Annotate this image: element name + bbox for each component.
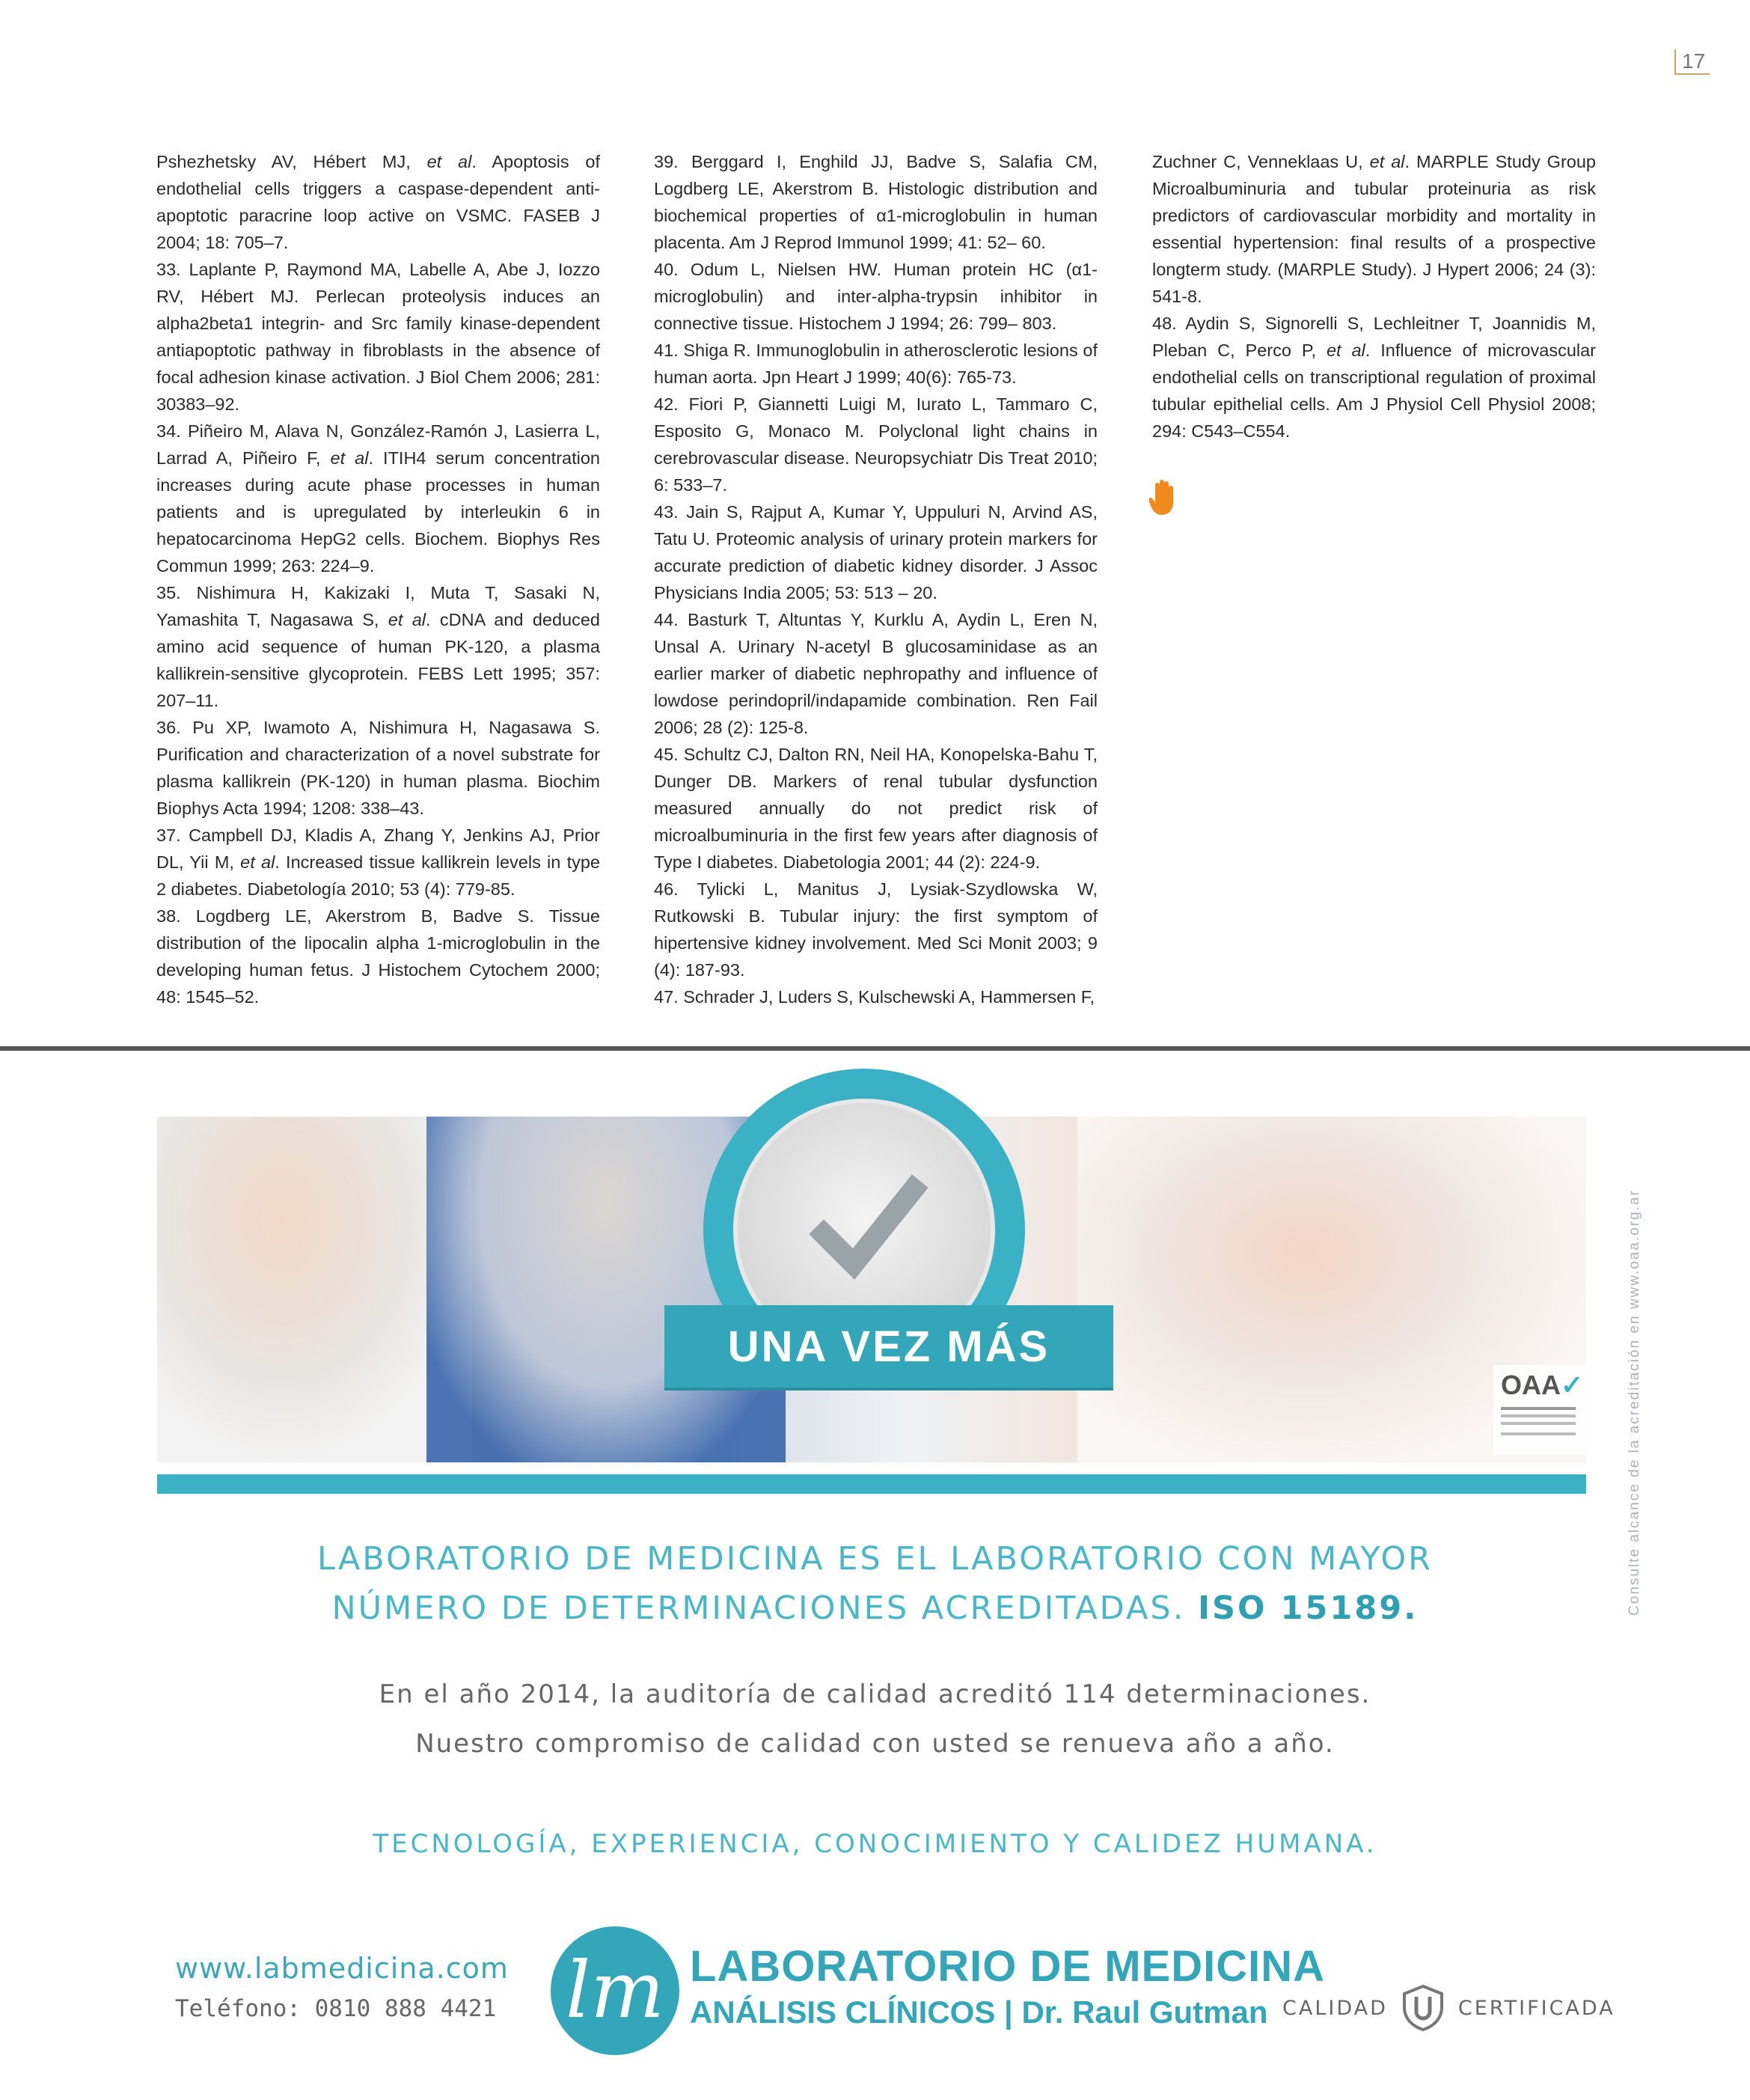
reference-column-3 [1152,148,1596,445]
tagline: TECNOLOGÍA, EXPERIENCIA, CONOCIMIENTO Y CALIDEZ HUMANA. [373,1829,1377,1859]
page-number: 17 [1674,49,1710,75]
lab-logo-icon: lm [551,1926,679,2055]
body-line-2: Nuestro compromiso de calidad con usted se renueva año a año. [415,1729,1335,1759]
iso-standard: ISO 15189. [1198,1590,1419,1627]
oaa-logo-text: OAA✓ [1501,1370,1584,1400]
reference-entry: 48. Aydin S, Signorelli S, Lechleitner T, Joannidis M, Pleban C, Perco P, et al. Influence of microvascular endothelial cells on transcriptional regulation of proximal tubular epithelial cells. Am J Physiol Cell Physiol 2008; 294: C543–C554. [1152,314,1597,441]
reference-entry: 44. Basturk T, Altuntas Y, Kurklu A, Aydin L, Eren N, Unsal A. Urinary N-acetyl B glucosaminidase as an earlier marker of diabetic nephropathy and influence of lowdose perindopril/indapamide combination. Ren Fail 2006; 28 (2): 125-8. [654,610,1098,737]
reference-list [0,148,1750,1009]
checkmark-icon [809,1167,928,1286]
reference-entry: 43. Jain S, Rajput A, Kumar Y, Uppuluri N, Arvind AS, Tatu U. Proteomic analysis of urinary protein markers for accurate prediction of diabetic kidney disorder. J Assoc Physicians India 2005; 53: 513 – 20. [654,502,1098,602]
brand-name: LABORATORIO DE MEDICINA [690,1942,1325,1991]
reference-entry: 36. Pu XP, Iwamoto A, Nishimura H, Nagasawa S. Purification and characterization of a novel substrate for plasma kallikrein (PK-120) in human plasma. Biochim Biophys Acta 1994; 1208: 338–43. [156,718,600,818]
advertisement [0,1051,1750,2100]
accreditation-side-note: Consulte alcance de la acreditación en www.oaa.org.ar [1627,1189,1642,1616]
reference-column-2 [654,148,1098,1010]
certification-shield-icon [1401,1985,1445,2031]
brand-block [690,1943,1325,2031]
reference-entry: 46. Tylicki L, Manitus J, Lysiak-Szydlowska W, Rutkowski B. Tubular injury: the first symptom of hipertensive kidney involvement. Med Sci Monit 2003; 9 (4): 187-93. [654,879,1098,980]
reference-entry: Pshezhetsky AV, Hébert MJ, et al. Apoptosis of endothelial cells triggers a caspase-dependent anti-apoptotic paracrine loop active on VSMC. FASEB J 2004; 18: 705–7. [156,152,601,252]
brand-subtitle: ANÁLISIS CLÍNICOS | Dr. Raul Gutman [690,1994,1268,2030]
oaa-fine-print [1501,1407,1576,1410]
headline-line-1: LABORATORIO DE MEDICINA ES EL LABORATORIO CON MAYOR [316,1540,1434,1578]
contact-info [175,1952,509,2022]
website-link[interactable]: www.labmedicina.com [175,1952,509,1985]
reference-entry: 41. Shiga R. Immunoglobulin in atherosclerotic lesions of human aorta. Jpn Heart J 1999; 40(6): 765-73. [654,341,1098,387]
reference-entry: Zuchner C, Venneklaas U, et al. MARPLE Study Group Microalbuminuria and tubular proteinuria as risk predictors of cardiovascular morbidity and mortality in essential hypertension: final results of a prospective longterm study. (MARPLE Study). J Hypert 2006; 24 (3): 541-8. [1152,152,1596,306]
phone-number: Teléfono: 0810 888 4421 [175,1995,497,2022]
headline-line-2: NÚMERO DE DETERMINACIONES ACREDITADAS. ISO 15189. [331,1590,1419,1627]
reference-entry: 42. Fiori P, Giannetti Luigi M, Iurato L, Tammaro C, Esposito G, Monaco M. Polyclonal light chains in cerebrovascular disease. Neuropsychiatr Dis Treat 2010; 6: 533–7. [654,394,1098,495]
body-line-1: En el año 2014, la auditoría de calidad acreditó 114 determinaciones. [379,1679,1371,1709]
hand-icon [1149,477,1179,516]
ribbon-text: UNA VEZ MÁS [727,1322,1050,1371]
reference-entry: 34. Piñeiro M, Alava N, González-Ramón J, Lasierra L, Larrad A, Piñeiro F, et al. ITIH4 serum concentration increases during acute phase processes in human patients and is upregulated by interleukin 6 in hepatocarcinoma HepG2 cells. Biochem. Biophys Res Commun 1999; 263: 224–9. [156,421,600,576]
reference-entry: 38. Logdberg LE, Akerstrom B, Badve S. Tissue distribution of the lipocalin alpha 1-microglobulin in the developing human fetus. J Histochem Cytochem 2000; 48: 1545–52. [156,906,600,1007]
photo-nurse [157,1117,471,1462]
reference-entry: 33. Laplante P, Raymond MA, Labelle A, Abe J, Iozzo RV, Hébert MJ. Perlecan proteolysis induces an alpha2beta1 integrin- and Src family kinase-dependent antiapoptotic pathway in fibroblasts in the absence of focal adhesion kinase activation. J Biol Chem 2006; 281: 30383–92. [156,260,600,414]
reference-entry: 40. Odum L, Nielsen HW. Human protein HC (α1-microglobulin) and inter-alpha-trypsin inhibitor in connective tissue. Histochem J 1994; 26: 799– 803. [654,260,1098,333]
reference-entry: 39. Berggard I, Enghild JJ, Badve S, Salafia CM, Logdberg LE, Akerstrom B. Histologic distribution and biochemical properties of α1-microglobulin in human placenta. Am J Reprod Immunol 1999; 41: 52– 60. [654,152,1098,252]
oaa-badge [1493,1365,1591,1455]
reference-entry: 45. Schultz CJ, Dalton RN, Neil HA, Konopelska-Bahu T, Dunger DB. Markers of renal tubular dysfunction measured annually do not predict risk of microalbuminuria in the first few years after diagnosis of Type I diabetes. Diabetologia 2001; 44 (2): 224-9. [654,745,1098,872]
reference-entry: 37. Campbell DJ, Kladis A, Zhang Y, Jenkins AJ, Prior DL, Yii M, et al. Increased tissue kallikrein levels in type 2 diabetes. Diabetología 2010; 53 (4): 779-85. [156,825,600,899]
reference-column-1 [156,148,600,1010]
reference-entry: 47. Schrader J, Luders S, Kulschewski A, Hammersen F, [654,987,1095,1007]
quality-certified: CALIDAD CERTIFICADA [1282,1985,1615,2031]
ribbon-banner [664,1305,1113,1388]
reference-entry: 35. Nishimura H, Kakizaki I, Muta T, Sasaki N, Yamashita T, Nagasawa S, et al. cDNA and deduced amino acid sequence of human PK-120, a plasma kallikrein-sensitive glycoprotein. FEBS Lett 1995; 357: 207–11. [156,583,601,710]
accent-bar [157,1474,1586,1494]
